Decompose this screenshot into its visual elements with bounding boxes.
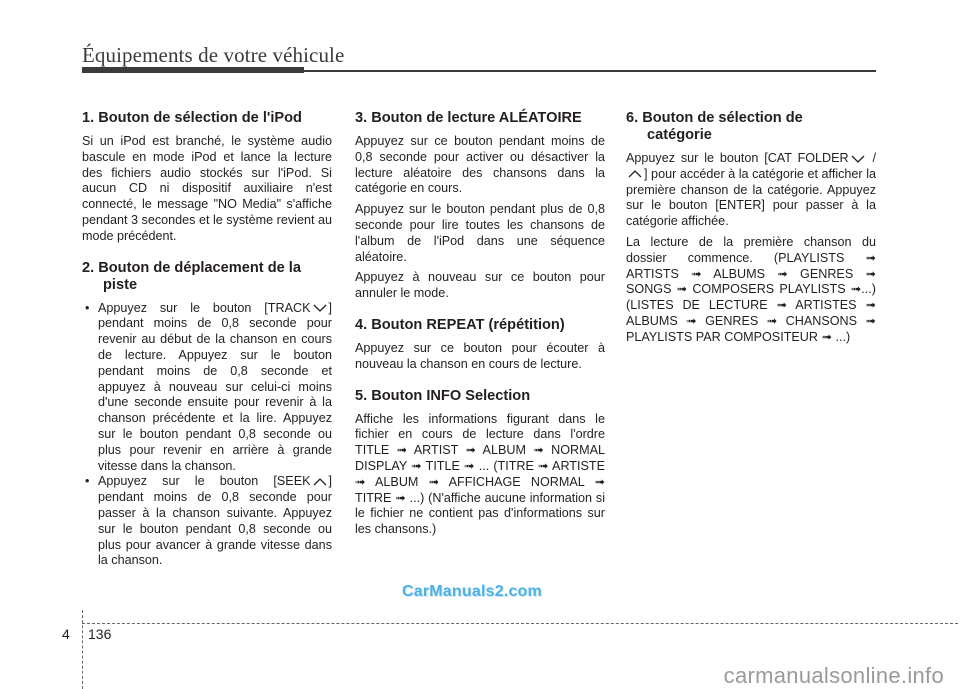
column-2 — [355, 110, 605, 553]
chevron-up-icon — [628, 170, 642, 178]
paragraph: Appuyez sur le bouton pendant plus de 0,8 seconde pour lire toutes les chansons de l'album de l'iPod dans une séquence aléatoire. — [355, 202, 605, 264]
bullet-text-post: ] pendant moins de 0,8 seconde pour revenir au début de la chanson en cours de lecture. Appuyez sur le bouton pendant moins de 0,8 seconde et appuyez à nouveau sur celui-ci moins d'une seconde ensuite pour revenir à la chanson précédente et la lire. Appuyez sur le bouton pendant 0,8 seconde ou plus pour revenir en arrière à grande vitesse dans la chanson. — [98, 300, 332, 473]
paragraph: Appuyez sur ce bouton pendant moins de 0,8 seconde pour activer ou désactiver la lecture aléatoire des chansons dans la catégorie en cours. — [355, 134, 605, 196]
section-title: 1. Bouton de sélection de l'iPod — [82, 110, 302, 126]
section-title-line-2: catégorie — [647, 127, 712, 143]
footer-rule — [82, 623, 958, 624]
chapter-number: 4 — [62, 626, 70, 642]
column-3 — [626, 110, 876, 361]
header-rule — [304, 70, 876, 72]
bullet-list — [82, 301, 332, 570]
carmanuals-watermark: CarManuals2.com — [402, 583, 542, 600]
site-watermark: carmanualsonline.info — [723, 663, 944, 688]
bullet-text-pre: Appuyez sur le bouton [SEEK — [98, 474, 311, 489]
list-item — [82, 474, 332, 569]
section-info-button — [355, 388, 605, 538]
section-title: 5. Bouton INFO Selection — [355, 387, 531, 404]
chevron-down-icon — [313, 304, 327, 312]
bullet-text-pre: Appuyez sur le bouton [TRACK — [98, 300, 311, 315]
paragraph: La lecture de la première chanson du dossier commence. (PLAYLISTS ➟ ARTISTS ➟ ALBUMS ➟ GENRES ➟ SONGS ➟ COMPOSERS PLAYLISTS ➟...) (LISTES DE LECTURE ➟ ARTISTES ➟ ALBUMS ➟ GENRES ➟ CHANSONS ➟ PLAYLISTS PAR COMPOSITEUR ➟ ...) — [626, 234, 876, 344]
section-ipod-button — [82, 110, 332, 245]
section-shuffle-button — [355, 110, 605, 302]
page-header-title: Équipements de votre véhicule — [82, 43, 345, 67]
list-item — [82, 301, 332, 475]
section-title-line-2: piste — [103, 276, 138, 293]
section-category-button — [626, 110, 876, 346]
header-bar — [82, 67, 304, 73]
section-title-line-1: 2. Bouton de déplacement de la — [82, 259, 301, 276]
section-body: Si un iPod est branché, le système audio bascule en mode iPod et lance la lecture des fichiers audio stockés sur l'iPod. Si aucun CD ni dispositif auxiliaire n'est connecté, le message "NO Media" s'affiche pendant 3 secondes et le système revient au mode précédent. — [82, 134, 332, 243]
section-title: 4. Bouton REPEAT (répétition) — [355, 316, 565, 333]
paragraph — [626, 151, 876, 230]
column-1 — [82, 110, 332, 584]
paragraph: Appuyez à nouveau sur ce bouton pour annuler le mode. — [355, 270, 605, 301]
chevron-up-icon — [313, 478, 327, 486]
section-title — [82, 260, 332, 294]
section-title — [626, 110, 876, 144]
section-track-button — [82, 260, 332, 570]
slash-text: / — [872, 151, 876, 165]
section-repeat-button — [355, 317, 605, 373]
chevron-down-icon — [851, 155, 865, 163]
page-number: 136 — [88, 626, 112, 642]
paragraph: Appuyez sur ce bouton pour écouter à nouveau la chanson en cours de lecture. — [355, 340, 605, 371]
paragraph-text-post: ] pour accéder à la catégorie et afficher la première chanson de la catégorie. Appuyez sur le bouton [ENTER] pour passer à la catégorie affichée. — [626, 166, 876, 229]
section-title-line-1: 6. Bouton de sélection de — [626, 110, 803, 126]
paragraph: Affiche les informations figurant dans le fichier en cours de lecture dans l'ordre TITLE ➟ ARTIST ➟ ALBUM ➟ NORMAL DISPLAY ➟ TITLE ➟ ... (TITRE ➟ ARTISTE ➟ ALBUM ➟ AFFICHAGE NORMAL ➟ TITRE ➟ ...) (N'affiche aucune information si le fichier ne contient pas d'informations sur les chansons.) — [355, 411, 605, 537]
section-title: 3. Bouton de lecture ALÉATOIRE — [355, 110, 582, 126]
paragraph-text-pre: Appuyez sur le bouton [CAT FOLDER — [626, 151, 849, 165]
bullet-text-post: ] pendant moins de 0,8 seconde pour passer à la chanson suivante. Appuyez sur le bouton pendant 0,8 seconde ou plus pour avancer à grande vitesse dans la chanson. — [98, 474, 332, 568]
